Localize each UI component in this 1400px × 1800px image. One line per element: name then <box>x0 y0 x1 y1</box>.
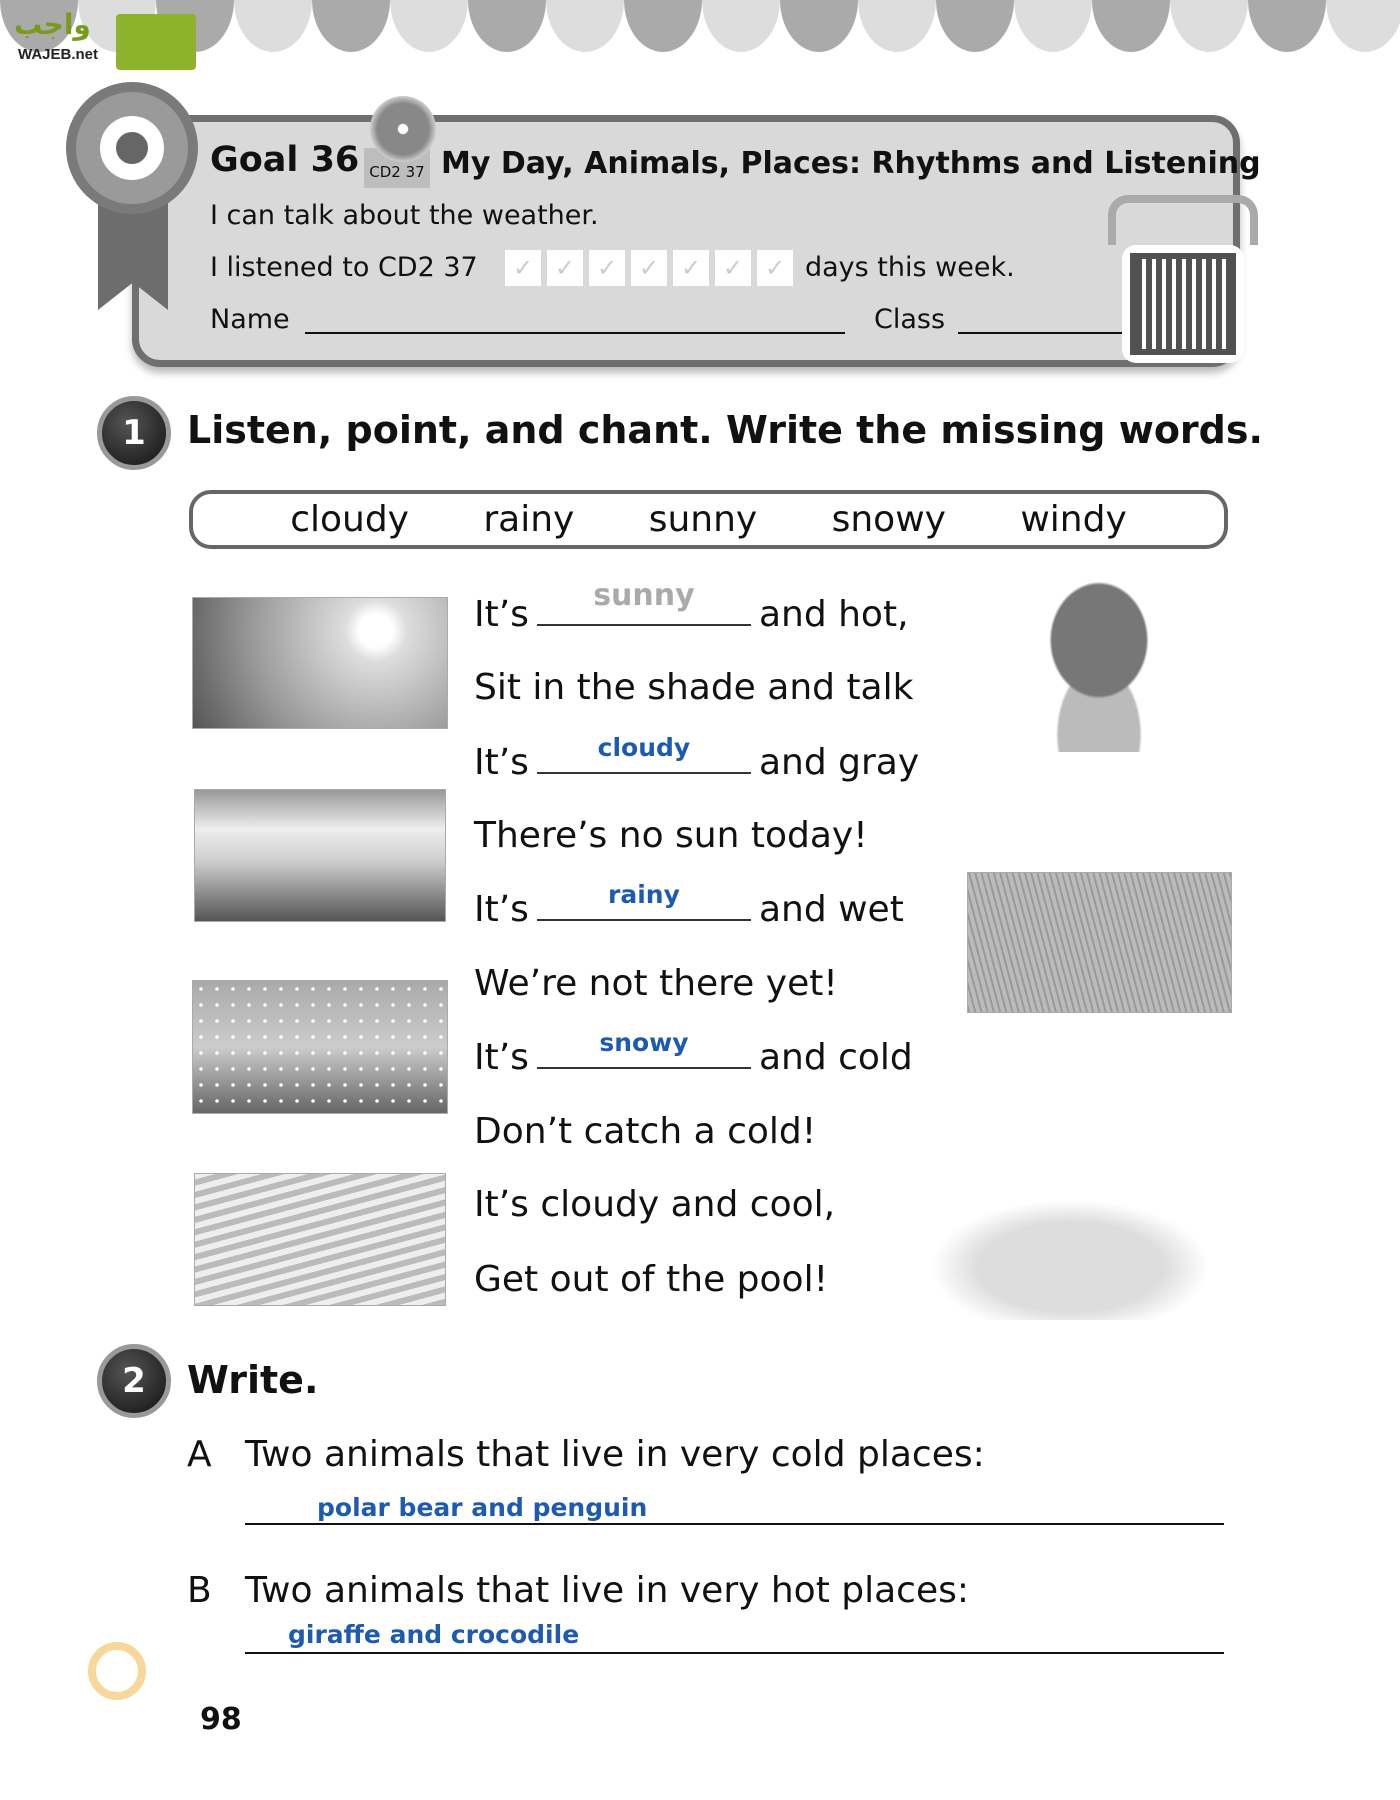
chant-line: We’re not there yet! <box>474 963 838 1004</box>
page-number: 98 <box>200 1702 242 1737</box>
scalloped-border <box>0 0 1400 52</box>
headphones-icon <box>1108 195 1258 245</box>
word-bank-item: snowy <box>831 499 946 540</box>
chant-line: Don’t catch a cold! <box>474 1111 817 1152</box>
goal-number: Goal 36 <box>210 140 360 180</box>
section-1-instruction: Listen, point, and chant. Write the missing words. <box>187 408 1263 452</box>
question-letter: B <box>187 1570 212 1611</box>
logo-arabic: واجب <box>14 8 91 41</box>
question-text: Two animals that live in very hot places: <box>245 1570 970 1611</box>
name-field[interactable] <box>305 332 845 334</box>
cd-icon <box>370 96 436 162</box>
answer-text: giraffe and crocodile <box>288 1620 580 1649</box>
answer-blank[interactable]: snowy <box>537 1035 751 1069</box>
word-bank <box>189 490 1228 549</box>
word-bank-item: windy <box>1020 499 1127 540</box>
word-bank-item: rainy <box>483 499 575 540</box>
section-2-instruction: Write. <box>187 1358 319 1402</box>
objective: I can talk about the weather. <box>210 200 599 231</box>
day-checkbox[interactable]: ✓ <box>673 250 709 286</box>
listened-prefix: I listened to CD2 37 <box>210 252 478 283</box>
sunny-town-image <box>192 597 448 729</box>
kids-under-tree-image <box>1004 580 1194 752</box>
day-checkbox[interactable]: ✓ <box>715 250 751 286</box>
day-checkbox[interactable]: ✓ <box>631 250 667 286</box>
rainy-town-image <box>967 872 1232 1013</box>
decorative-icon <box>88 1642 146 1700</box>
class-label: Class <box>874 304 946 335</box>
answer-blank[interactable]: rainy <box>537 887 751 921</box>
chant-line: It’s rainy and wet <box>474 880 904 930</box>
cd-track-label: CD2 37 <box>364 148 430 188</box>
goal-title: My Day, Animals, Places: Rhythms and Listening <box>441 146 1261 181</box>
gear-badge-icon <box>66 82 198 214</box>
chant-line: Sit in the shade and talk <box>474 667 914 708</box>
snowy-town-image <box>192 980 448 1114</box>
qr-code[interactable] <box>1122 245 1244 363</box>
listened-suffix: days this week. <box>805 252 1015 283</box>
question-letter: A <box>187 1434 212 1475</box>
word-bank-item: cloudy <box>290 499 409 540</box>
question-text: Two animals that live in very cold places: <box>245 1434 985 1475</box>
word-bank-item: sunny <box>648 499 758 540</box>
day-checkbox[interactable]: ✓ <box>757 250 793 286</box>
pool-swimmers-image <box>907 1188 1234 1320</box>
answer-text: polar bear and penguin <box>317 1493 648 1522</box>
chant-line: It’s cloudy and gray <box>474 733 920 783</box>
day-checkbox[interactable]: ✓ <box>505 250 541 286</box>
windy-town-image <box>194 1173 446 1306</box>
section-2-number: 2 <box>97 1344 171 1418</box>
chant-line: It’s cloudy and cool, <box>474 1184 836 1225</box>
day-checkbox[interactable]: ✓ <box>547 250 583 286</box>
name-label: Name <box>210 304 290 335</box>
answer-line[interactable] <box>245 1523 1224 1525</box>
listen-checkboxes <box>505 250 793 286</box>
wajeb-logo[interactable] <box>8 8 188 68</box>
answer-line[interactable] <box>245 1652 1224 1654</box>
chant-line: It’s sunny and hot, <box>474 578 909 635</box>
chant-line: It’s snowy and cold <box>474 1028 913 1078</box>
section-1-number: 1 <box>97 396 171 470</box>
answer-blank[interactable]: sunny <box>537 592 751 626</box>
chant-line: There’s no sun today! <box>474 815 868 856</box>
logo-latin: WAJEB.net <box>18 46 99 63</box>
chant-line: Get out of the pool! <box>474 1259 829 1300</box>
class-field[interactable] <box>958 332 1123 334</box>
answer-blank[interactable]: cloudy <box>537 740 751 774</box>
day-checkbox[interactable]: ✓ <box>589 250 625 286</box>
book-icon <box>116 14 196 70</box>
cloudy-town-image <box>194 789 446 922</box>
